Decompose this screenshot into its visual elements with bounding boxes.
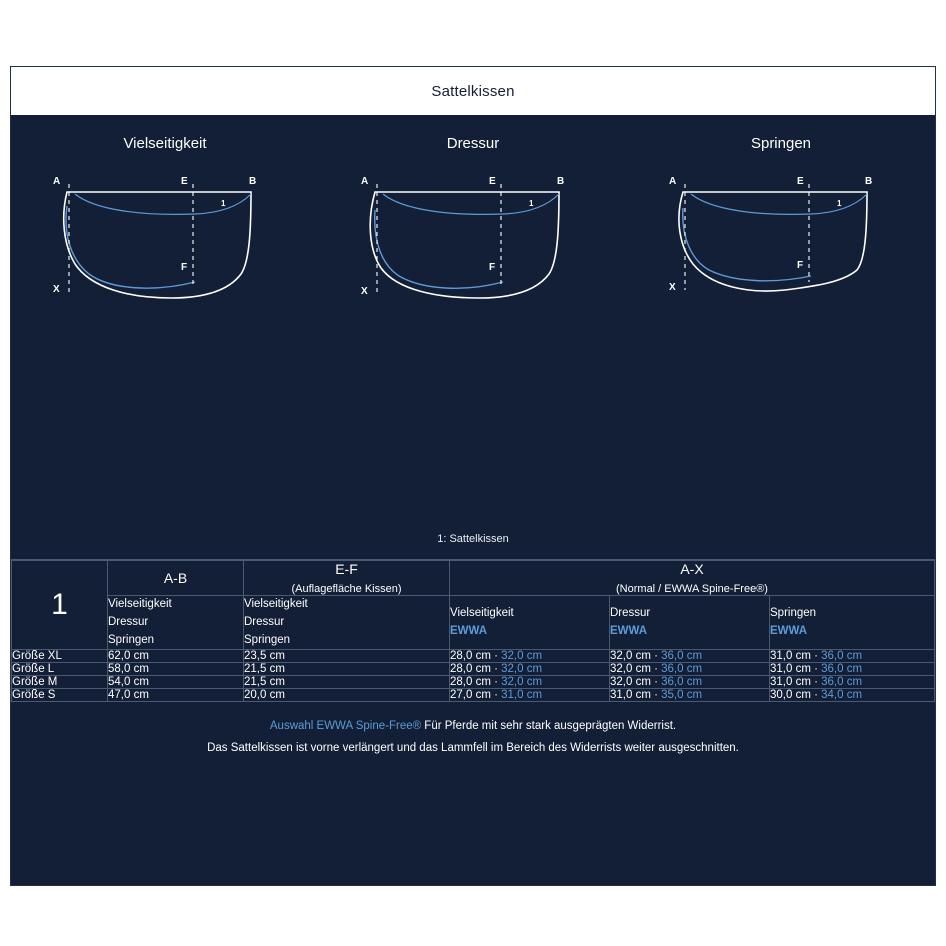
mark-e-springen: E <box>797 176 804 187</box>
discipline-ax-1-variant: EWWA <box>610 624 648 637</box>
value-ef-m: 21,5 cm <box>244 676 450 689</box>
disciplines-ab <box>108 596 244 650</box>
group-header-ax <box>450 561 935 596</box>
value-ax-vielseitigkeit-xl <box>450 650 610 663</box>
discipline-ab-2: Springen <box>108 633 155 646</box>
group-sub-ef: (Auflagefläche Kissen) <box>291 583 402 595</box>
group-title-ef: E-F <box>335 561 358 577</box>
value-normal: 28,0 cm · <box>450 650 498 663</box>
mark-b-dressur: B <box>557 176 565 187</box>
value-ef-s: 20,0 cm <box>244 689 450 702</box>
size-label-l: Größe L <box>12 663 108 676</box>
table-row <box>12 650 935 663</box>
value-ewwa: 32,0 cm <box>501 676 543 689</box>
mark-one-dressur: 1 <box>529 199 534 208</box>
value-ax-springen-s <box>770 689 935 702</box>
size-label-xl: Größe XL <box>12 650 108 663</box>
mark-x-vielseitigkeit: X <box>53 284 60 295</box>
diagram-title-vielseitigkeit: Vielseitigkeit <box>123 135 207 152</box>
mark-x-springen: X <box>669 282 676 293</box>
discipline-ax-0-name: Vielseitigkeit <box>450 606 514 619</box>
mark-a-vielseitigkeit: A <box>53 176 61 187</box>
sattelkissen-panel <box>10 66 936 886</box>
page-title: Sattelkissen <box>431 82 515 100</box>
diagram-shapes-row <box>11 170 935 330</box>
value-normal: 28,0 cm · <box>450 676 498 689</box>
footer-note-highlight: Auswahl EWWA Spine-Free® <box>269 720 422 733</box>
value-ewwa: 36,0 cm <box>661 650 703 663</box>
value-ax-dressur-l <box>610 663 770 676</box>
value-ax-vielseitigkeit-l <box>450 663 610 676</box>
table-row <box>12 663 935 676</box>
mark-b-vielseitigkeit: B <box>249 176 257 187</box>
measurements-table-wrap <box>11 559 935 702</box>
diagram-area <box>11 115 935 559</box>
shape-cell-springen <box>627 170 935 330</box>
mark-x-dressur: X <box>361 286 368 297</box>
discipline-ef-0: Vielseitigkeit <box>244 598 308 610</box>
group-sub-ax: (Normal / EWWA Spine-Free®) <box>616 583 768 595</box>
discipline-ax-1-name: Dressur <box>610 606 651 619</box>
shape-cell-dressur <box>319 170 627 330</box>
discipline-ax-2-name: Springen <box>770 606 817 619</box>
value-ewwa: 35,0 cm <box>661 689 703 702</box>
value-ewwa: 36,0 cm <box>821 650 863 663</box>
mark-a-springen: A <box>669 176 677 187</box>
value-normal: 31,0 cm · <box>770 663 818 676</box>
value-ax-springen-xl <box>770 650 935 663</box>
diagram-title-springen: Springen <box>750 135 812 152</box>
value-ewwa: 31,0 cm <box>501 689 543 702</box>
value-ewwa: 36,0 cm <box>661 663 703 676</box>
value-ewwa: 36,0 cm <box>821 676 863 689</box>
discipline-ab-1: Dressur <box>108 615 149 628</box>
value-ewwa: 34,0 cm <box>821 689 863 702</box>
size-label-s: Größe S <box>12 689 108 702</box>
mark-f-springen: F <box>797 260 804 271</box>
value-normal: 32,0 cm · <box>610 663 658 676</box>
value-ef-xl: 23,5 cm <box>244 650 450 663</box>
value-ab-l: 58,0 cm <box>108 663 244 676</box>
value-ewwa: 32,0 cm <box>501 663 543 676</box>
mark-b-springen: B <box>865 176 873 187</box>
mark-f-dressur: F <box>489 262 496 273</box>
value-ax-springen-m <box>770 676 935 689</box>
discipline-ef-1: Dressur <box>244 615 285 628</box>
shape-cell-vielseitigkeit <box>11 170 319 330</box>
mark-e-vielseitigkeit: E <box>181 176 188 187</box>
group-title-ax: A-X <box>680 561 704 577</box>
group-header-ab <box>108 561 244 596</box>
value-ab-s: 47,0 cm <box>108 689 244 702</box>
value-normal: 27,0 cm · <box>450 689 498 702</box>
mark-one-vielseitigkeit: 1 <box>221 199 226 208</box>
value-normal: 30,0 cm · <box>770 689 818 702</box>
value-ewwa: 36,0 cm <box>821 663 863 676</box>
row-number-cell: 1 <box>12 561 108 650</box>
size-label-m: Größe M <box>12 676 108 689</box>
diagram-footnote: 1: Sattelkissen <box>437 533 509 545</box>
value-ax-springen-l <box>770 663 935 676</box>
group-title-ab: A-B <box>163 570 188 586</box>
disciplines-ef <box>244 596 450 650</box>
value-normal: 31,0 cm · <box>610 689 658 702</box>
value-ef-l: 21,5 cm <box>244 663 450 676</box>
table-row <box>12 676 935 689</box>
value-ax-dressur-m <box>610 676 770 689</box>
saddle-pad-shape-springen <box>661 170 901 330</box>
value-ax-dressur-xl <box>610 650 770 663</box>
value-ewwa: 36,0 cm <box>661 676 703 689</box>
value-ax-vielseitigkeit-m <box>450 676 610 689</box>
footer-note-line-1 <box>31 716 915 738</box>
discipline-ax-2-variant: EWWA <box>770 624 808 637</box>
discipline-ab-0: Vielseitigkeit <box>108 598 172 610</box>
diagram-title-dressur: Dressur <box>446 135 500 152</box>
value-normal: 32,0 cm · <box>610 676 658 689</box>
mark-f-vielseitigkeit: F <box>181 262 188 273</box>
mark-one-springen: 1 <box>837 199 842 208</box>
value-normal: 31,0 cm · <box>770 650 818 663</box>
disciplines-ax-vielseitigkeit <box>450 596 610 650</box>
footer-note <box>11 702 935 764</box>
value-ewwa: 32,0 cm <box>501 650 543 663</box>
group-header-ef <box>244 561 450 596</box>
saddle-pad-shape-vielseitigkeit <box>45 170 285 330</box>
disciplines-ax-springen <box>770 596 935 650</box>
disciplines-ax-dressur <box>610 596 770 650</box>
table-header-row-disciplines <box>12 596 935 650</box>
mark-a-dressur: A <box>361 176 369 187</box>
value-normal: 31,0 cm · <box>770 676 818 689</box>
table-row <box>12 689 935 702</box>
value-ab-xl: 62,0 cm <box>108 650 244 663</box>
discipline-ef-2: Springen <box>244 633 291 646</box>
footer-note-rest: Für Pferde mit sehr stark ausgeprägten Widerrist. <box>421 720 677 733</box>
value-ab-m: 54,0 cm <box>108 676 244 689</box>
saddle-pad-shape-dressur <box>353 170 593 330</box>
value-normal: 28,0 cm · <box>450 663 498 676</box>
value-ax-vielseitigkeit-s <box>450 689 610 702</box>
diagram-column-titles <box>11 115 935 152</box>
footer-note-line-2: Das Sattelkissen ist vorne verlängert und das Lammfell im Bereich des Widerrists weiter ausgeschnitten. <box>207 742 739 755</box>
value-ax-dressur-s <box>610 689 770 702</box>
discipline-ax-0-variant: EWWA <box>450 624 488 637</box>
measurements-table <box>11 560 935 702</box>
mark-e-dressur: E <box>489 176 496 187</box>
value-normal: 32,0 cm · <box>610 650 658 663</box>
panel-title-bar <box>11 67 935 115</box>
table-header-row-groups <box>12 561 935 596</box>
